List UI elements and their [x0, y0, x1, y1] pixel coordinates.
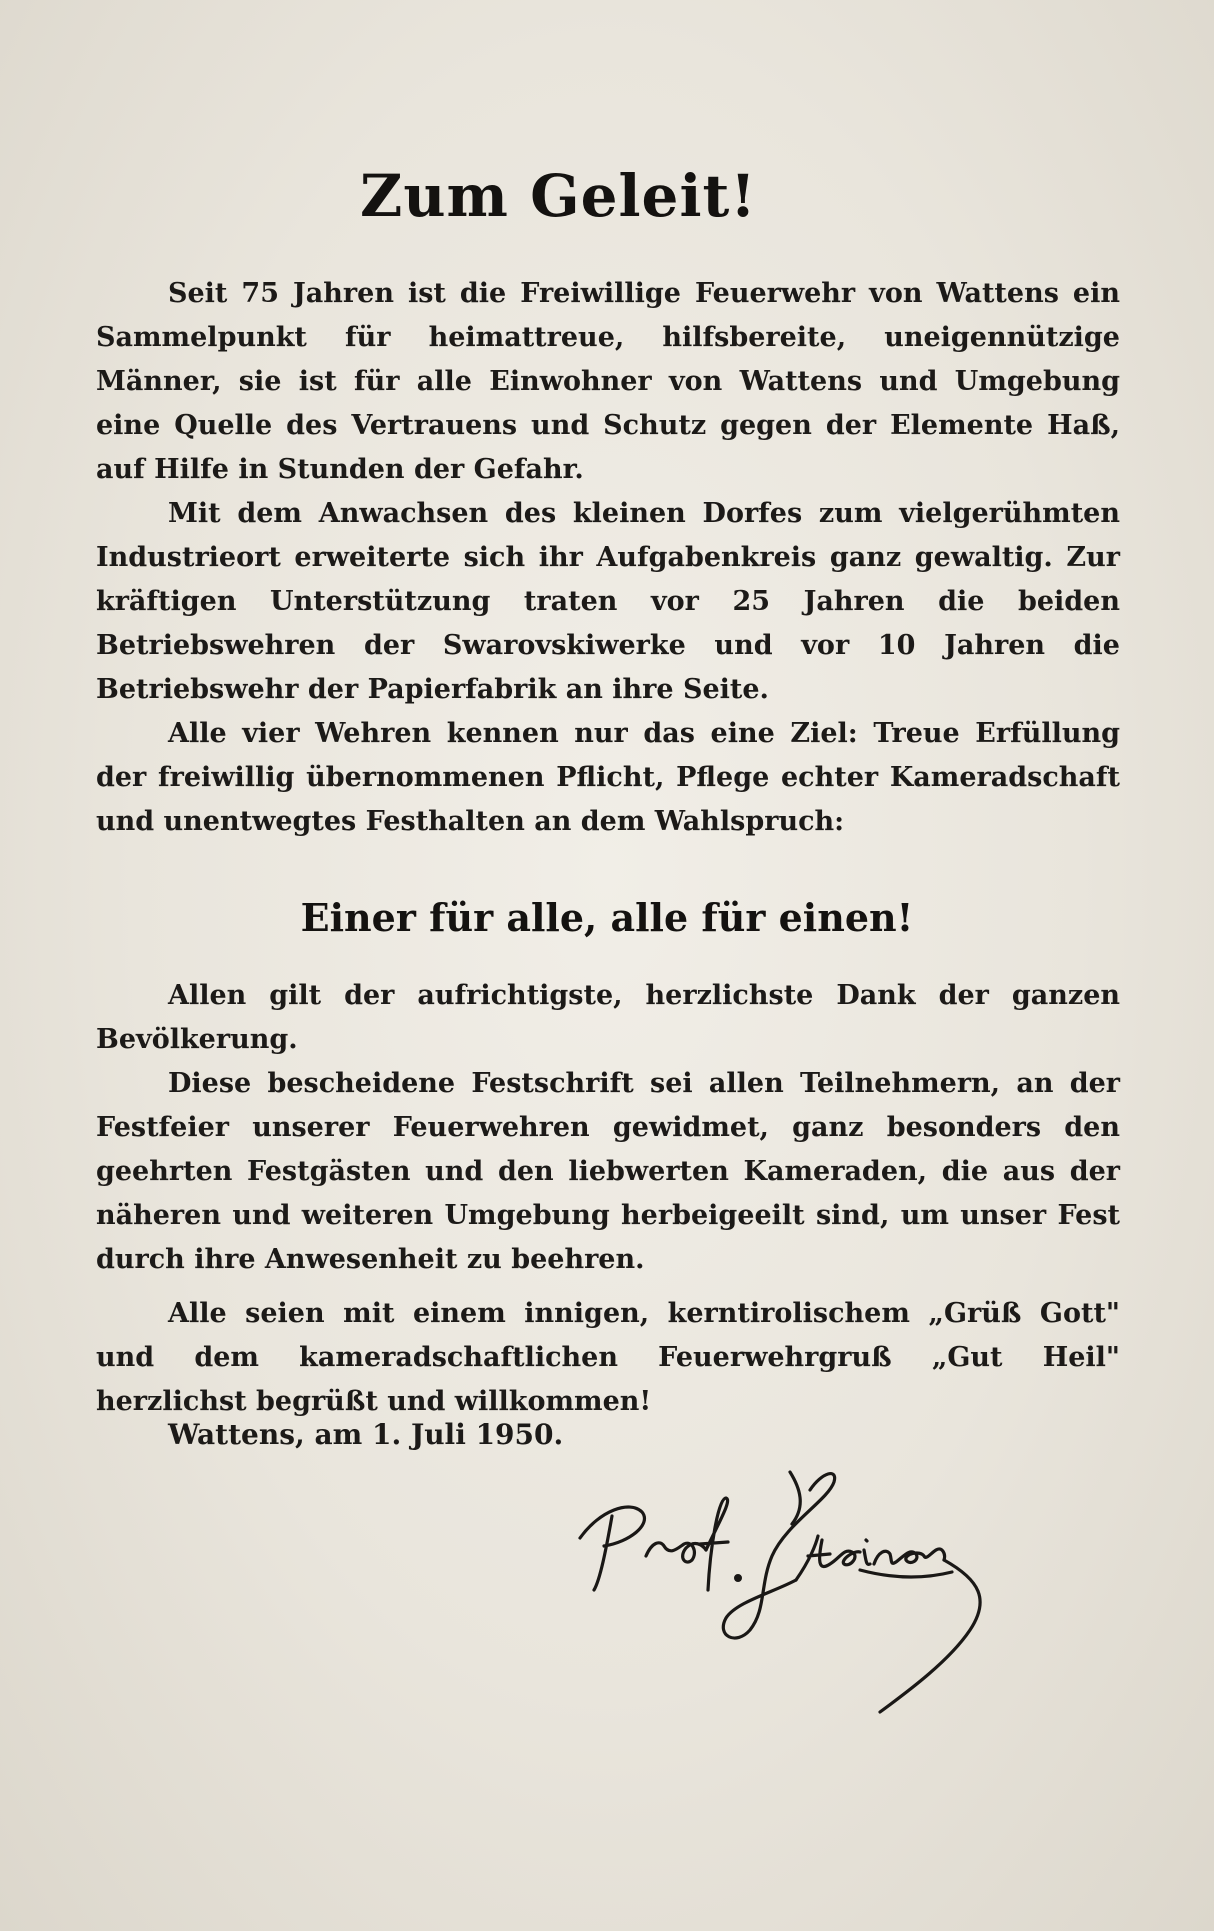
paragraph: Seit 75 Jahren ist die Freiwillige Feuerwehr von Wattens ein Sammelpunkt für heimattreue, hilfsbereite, uneigennützige Männer, sie ist für alle Einwohner von Wattens und Umgebung eine Quelle des Vertrauens und Schutz gegen der Elemente Haß, auf Hilfe in Stunden der Gefahr.	[96, 278, 1120, 485]
handwritten-signature	[560, 1460, 1000, 1720]
paragraph: Mit dem Anwachsen des kleinen Dorfes zum vielgerühmten Industrieort erweiterte sich ihr Aufgabenkreis ganz gewaltig. Zur kräftigen Unterstützung traten vor 25 Jahren die beiden Betriebswehren der Swarovskiwerke und vor 10 Jahren die Betriebswehr der Papierfabrik an ihre Seite.	[96, 498, 1120, 705]
paragraph: Allen gilt der aufrichtigste, herzlichste Dank der ganzen Bevölkerung.	[96, 980, 1120, 1055]
paragraph: Diese bescheidene Festschrift sei allen Teilnehmern, an der Festfeier unserer Feuerwehren gewidmet, ganz besonders den geehrten Festgästen und den liebwerten Kameraden, die aus der näheren und weiteren Umgebung herbeigeeilt sind, um unser Fest durch ihre Anwesenheit zu beehren.	[96, 1068, 1120, 1275]
paragraph: Alle seien mit einem innigen, kerntirolischem „Grüß Gott" und dem kameradschaftlichen Feuerwehrgruß „Gut Heil" herzlichst begrüßt und willkommen!	[96, 1298, 1120, 1417]
motto-heading: Einer für alle, alle für einen!	[300, 895, 914, 940]
dateline: Wattens, am 1. Juli 1950.	[168, 1418, 564, 1451]
closing-text	[96, 974, 1120, 1424]
page-title: Zum Geleit!	[360, 162, 757, 230]
paragraph: Alle vier Wehren kennen nur das eine Ziel: Treue Erfüllung der freiwillig übernommenen Pflicht, Pflege echter Kameradschaft und unentwegtes Festhalten an dem Wahlspruch:	[96, 718, 1120, 837]
intro-text	[96, 272, 1120, 844]
